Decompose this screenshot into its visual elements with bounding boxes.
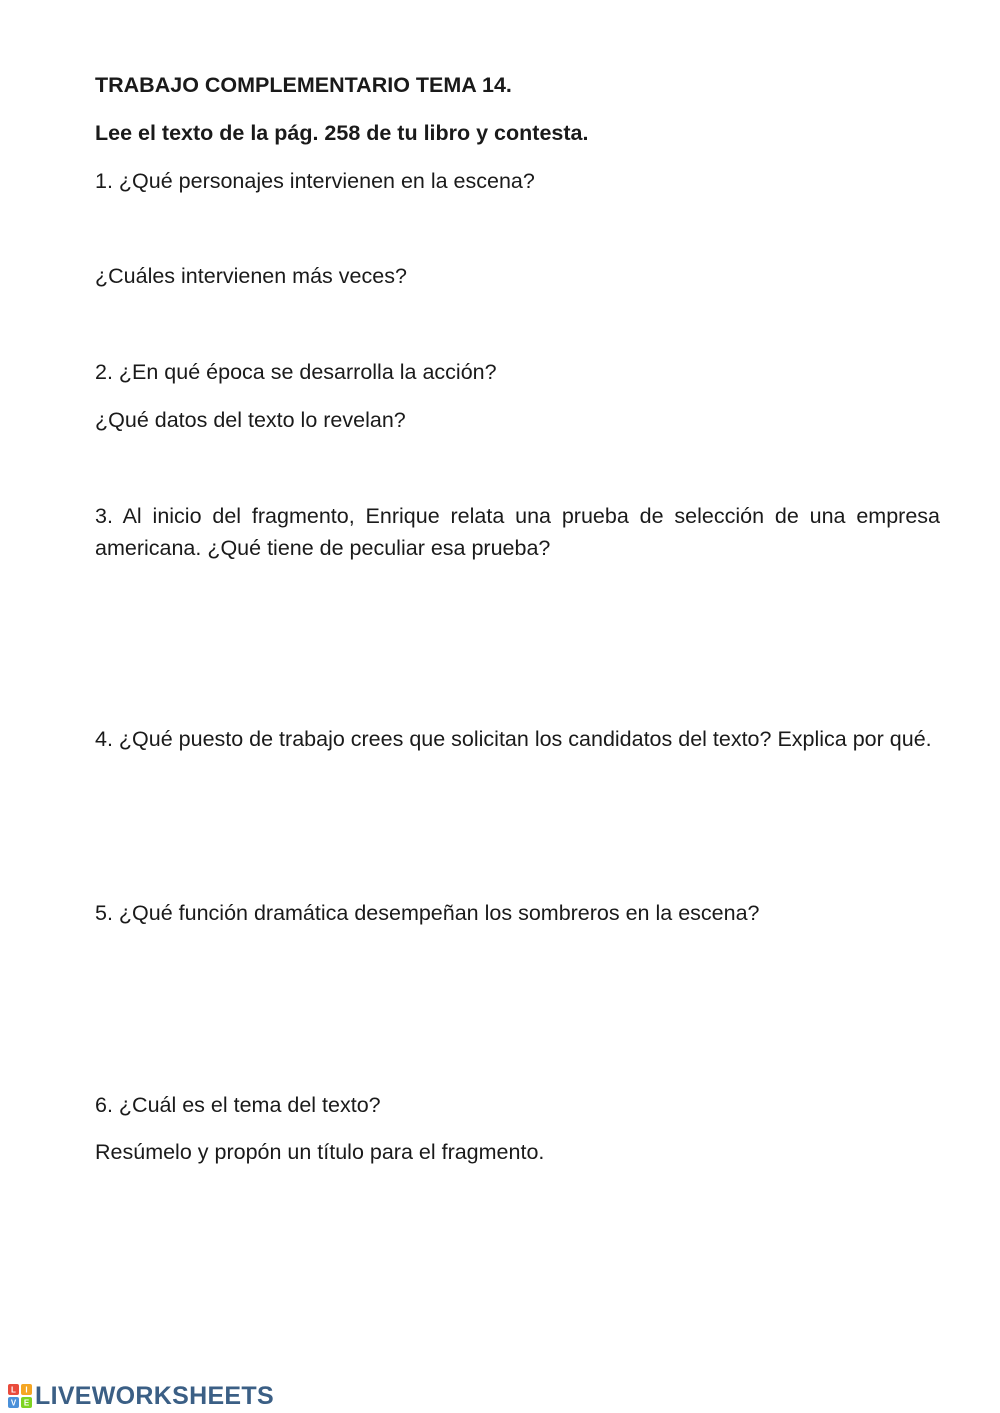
question-4: 4. ¿Qué puesto de trabajo crees que solicitan los candidatos del texto? Explica por qué.	[95, 727, 932, 751]
liveworksheets-logo	[8, 1381, 274, 1411]
question-2: 2. ¿En qué época se desarrolla la acción?	[95, 360, 497, 384]
worksheet-instruction: Lee el texto de la pág. 258 de tu libro y contesta.	[95, 121, 589, 145]
question-6b: Resúmelo y propón un título para el fragmento.	[95, 1140, 545, 1164]
svg-text:L: L	[11, 1385, 16, 1395]
question-2b: ¿Qué datos del texto lo revelan?	[95, 408, 406, 432]
question-5: 5. ¿Qué función dramática desempeñan los sombreros en la escena?	[95, 901, 760, 925]
question-1: 1. ¿Qué personajes intervienen en la escena?	[95, 169, 535, 193]
worksheet-title: TRABAJO COMPLEMENTARIO TEMA 14.	[95, 73, 512, 97]
question-6: 6. ¿Cuál es el tema del texto?	[95, 1093, 381, 1117]
question-1b: ¿Cuáles intervienen más veces?	[95, 264, 407, 288]
liveworksheets-logo-icon	[8, 1384, 32, 1408]
svg-text:V: V	[10, 1398, 17, 1408]
svg-text:E: E	[23, 1398, 30, 1408]
svg-text:I: I	[25, 1385, 28, 1395]
liveworksheets-brand-text: LIVEWORKSHEETS	[35, 1382, 274, 1410]
question-3: 3. Al inicio del fragmento, Enrique relata una prueba de selección de una empresa americana. ¿Qué tiene de peculiar esa prueba?	[95, 504, 940, 560]
